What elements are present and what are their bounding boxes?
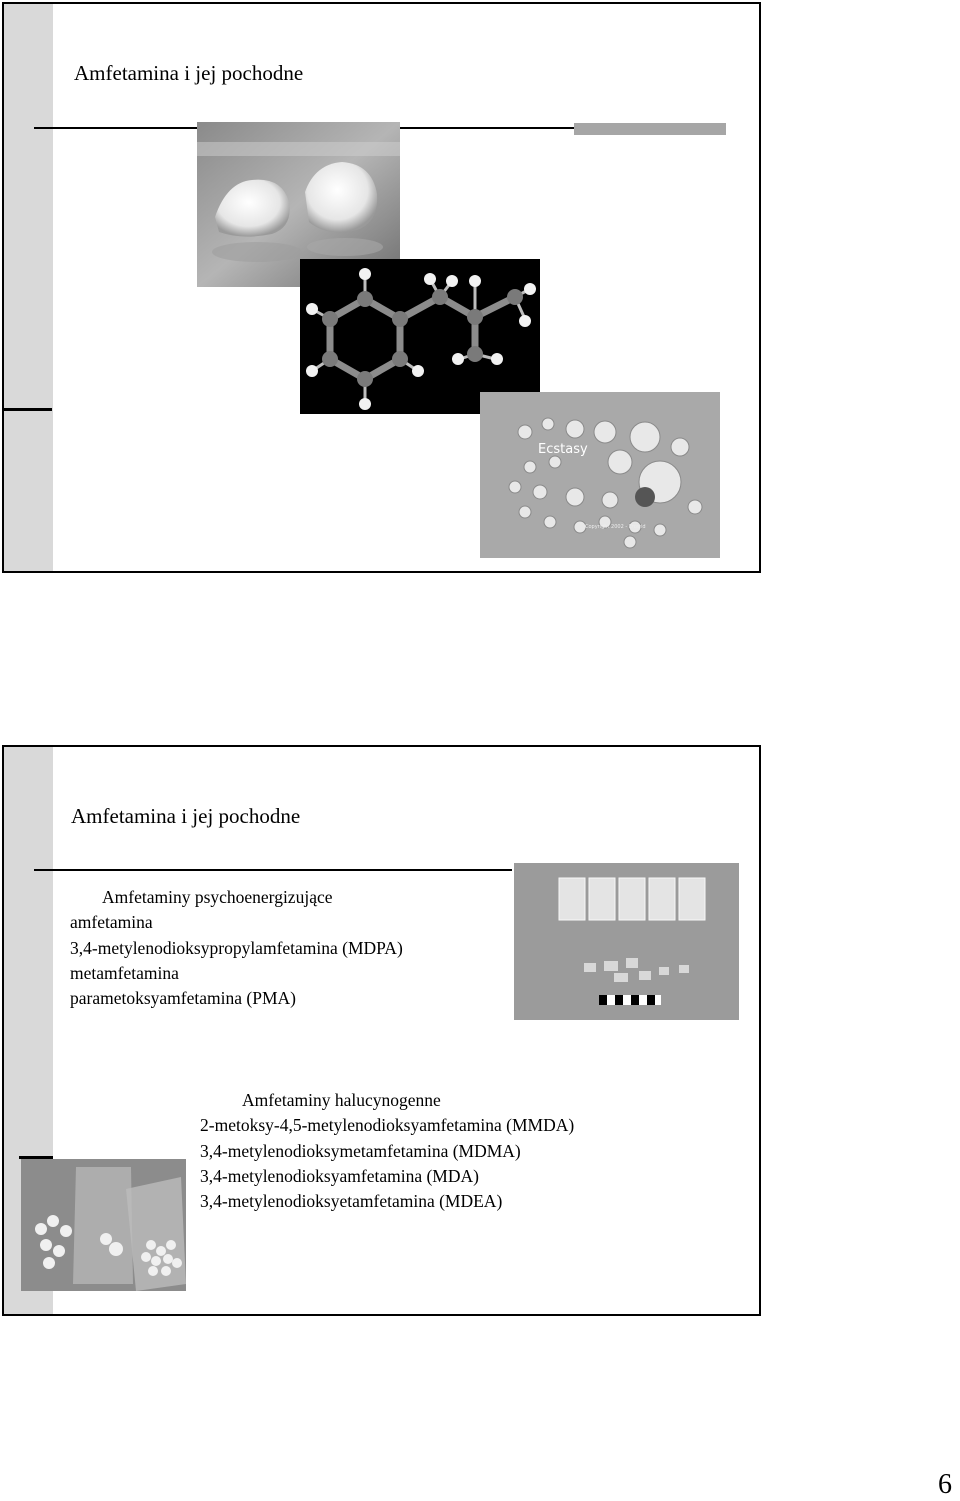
psychoenergizing-group — [70, 885, 403, 1011]
molecule-model-image — [300, 259, 540, 414]
list-item: 2-metoksy-4,5-metylenodioksyamfetamina (MMDA) — [200, 1115, 575, 1136]
sidebar-tick — [4, 408, 52, 411]
hallucinogenic-group — [200, 1088, 574, 1214]
slide-2 — [2, 745, 761, 1316]
group-heading: Amfetaminy psychoenergizujące — [102, 887, 333, 907]
list-item: amfetamina — [70, 912, 153, 933]
title-rule — [34, 869, 512, 871]
title-accent-bar — [574, 123, 726, 135]
list-item: 3,4-metylenodioksyetamfetamina (MDEA) — [200, 1191, 503, 1212]
list-item: 3,4-metylenodioksyamfetamina (MDA) — [200, 1165, 479, 1186]
ecstasy-overlay-text: Ecstasy — [538, 442, 588, 457]
copyright-text: Copyright 2002 - Erowid — [585, 524, 646, 530]
ecstasy-pills-photo — [480, 392, 720, 558]
list-item: 3,4-metylenodioksypropylamfetamina (MDPA) — [70, 937, 403, 958]
list-item: 3,4-metylenodioksymetamfetamina (MDMA) — [200, 1140, 521, 1161]
slide-title: Amfetamina i jej pochodne — [74, 61, 304, 85]
list-item: parametoksyamfetamina (PMA) — [70, 988, 296, 1009]
tablets-bags-photo — [21, 1159, 186, 1291]
slide-title: Amfetamina i jej pochodne — [71, 804, 301, 828]
list-item: metamfetamina — [70, 962, 179, 983]
page-number: 6 — [938, 1469, 952, 1500]
slide-1 — [2, 2, 761, 573]
group-heading: Amfetaminy halucynogenne — [242, 1090, 441, 1110]
slide-sidebar — [4, 4, 53, 571]
powder-bags-photo — [514, 863, 739, 1020]
